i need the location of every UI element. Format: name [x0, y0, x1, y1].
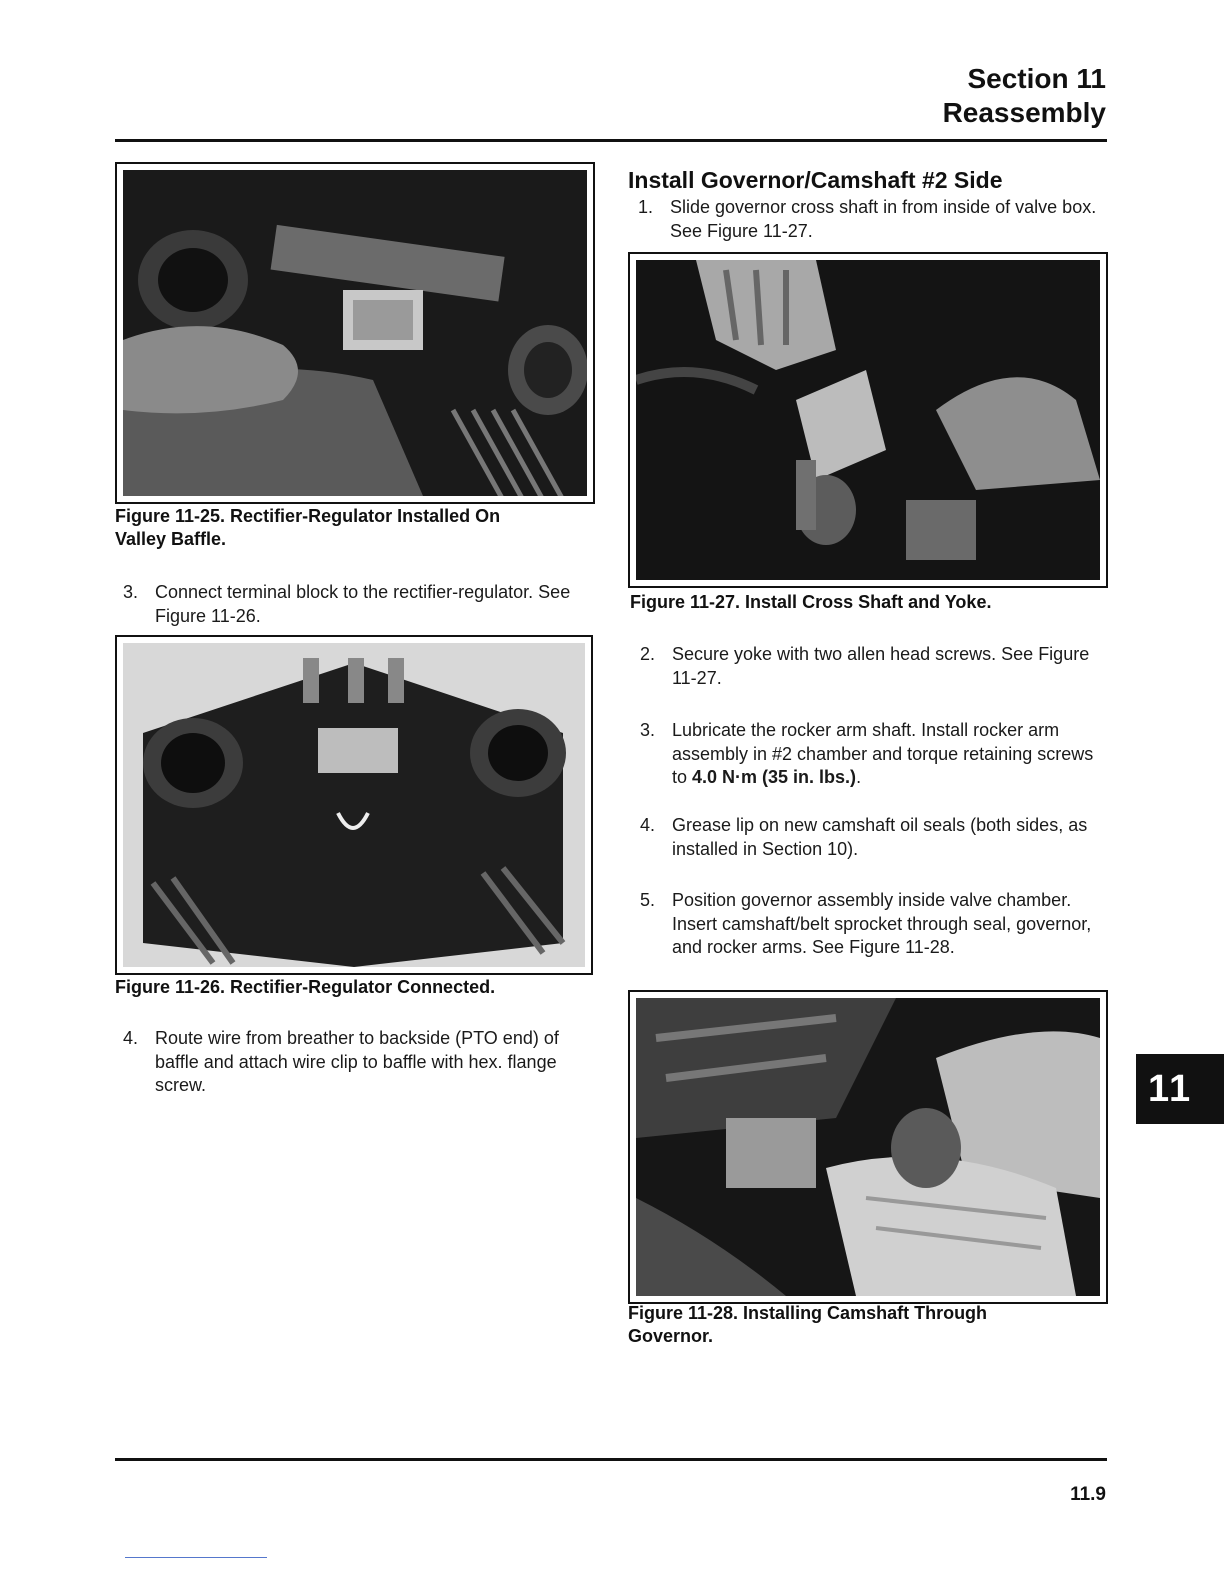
- step-number: 3.: [640, 720, 656, 740]
- figure-11-28-photo: [628, 990, 1108, 1304]
- right-step-2: [640, 643, 1106, 690]
- figure-11-27-caption: Figure 11-27. Install Cross Shaft and Yoke.: [630, 592, 992, 612]
- step-text: Position governor assembly inside valve chamber. Insert camshaft/belt sprocket through seal, governor, and rocker arms. See Figure 11-28.: [672, 890, 1092, 957]
- left-step-3: [123, 581, 583, 628]
- figure-11-25-caption: Figure 11-25. Rectifier-Regulator Installed On Valley Baffle.: [115, 506, 501, 549]
- step-number: 2.: [640, 644, 656, 664]
- figure-11-26-caption: Figure 11-26. Rectifier-Regulator Connected.: [115, 977, 496, 997]
- step-number: 4.: [123, 1028, 139, 1048]
- right-step-3: [640, 719, 1106, 790]
- step-number: 5.: [640, 890, 656, 910]
- section-subheading: Install Governor/Camshaft #2 Side: [628, 167, 1003, 193]
- section-header: [943, 62, 1106, 130]
- step-text: Lubricate the rocker arm shaft. Install rocker arm assembly in #2 chamber and torque retaining screws to 4.0 N·m (35 in. lbs.).: [672, 720, 1094, 787]
- step-text: Grease lip on new camshaft oil seals (both sides, as installed in Section 10).: [672, 815, 1088, 859]
- figure-11-25-photo: [115, 162, 595, 504]
- footer-rule: [115, 1458, 1107, 1461]
- header-rule: [115, 139, 1107, 142]
- step-text: Connect terminal block to the rectifier-regulator. See Figure 11-26.: [155, 582, 571, 626]
- step-number: 4.: [640, 815, 656, 835]
- left-step-4: [123, 1027, 583, 1098]
- step-number: 3.: [123, 582, 139, 602]
- footer-link-underline: [125, 1557, 267, 1558]
- step-number: 1.: [638, 197, 654, 217]
- step-text: Secure yoke with two allen head screws. See Figure 11-27.: [672, 644, 1090, 688]
- torque-spec: 4.0 N·m (35 in. lbs.): [692, 767, 857, 787]
- section-tab: 11: [1136, 1054, 1224, 1124]
- section-title: Reassembly: [942, 97, 1106, 128]
- step-text: Slide governor cross shaft in from inside of valve box. See Figure 11-27.: [670, 197, 1097, 241]
- figure-11-28-caption: Figure 11-28. Installing Camshaft Through Governor.: [628, 1303, 988, 1346]
- right-step-4: [640, 814, 1106, 861]
- figure-11-27-photo: [628, 252, 1108, 588]
- step-text: Route wire from breather to backside (PTO end) of baffle and attach wire clip to baffle with hex. flange screw.: [155, 1028, 559, 1095]
- right-step-5: [640, 889, 1106, 960]
- right-step-1: [638, 196, 1104, 243]
- figure-11-26-photo: [115, 635, 593, 975]
- page-number: 11.9: [1070, 1484, 1106, 1505]
- section-number: Section 11: [967, 63, 1106, 94]
